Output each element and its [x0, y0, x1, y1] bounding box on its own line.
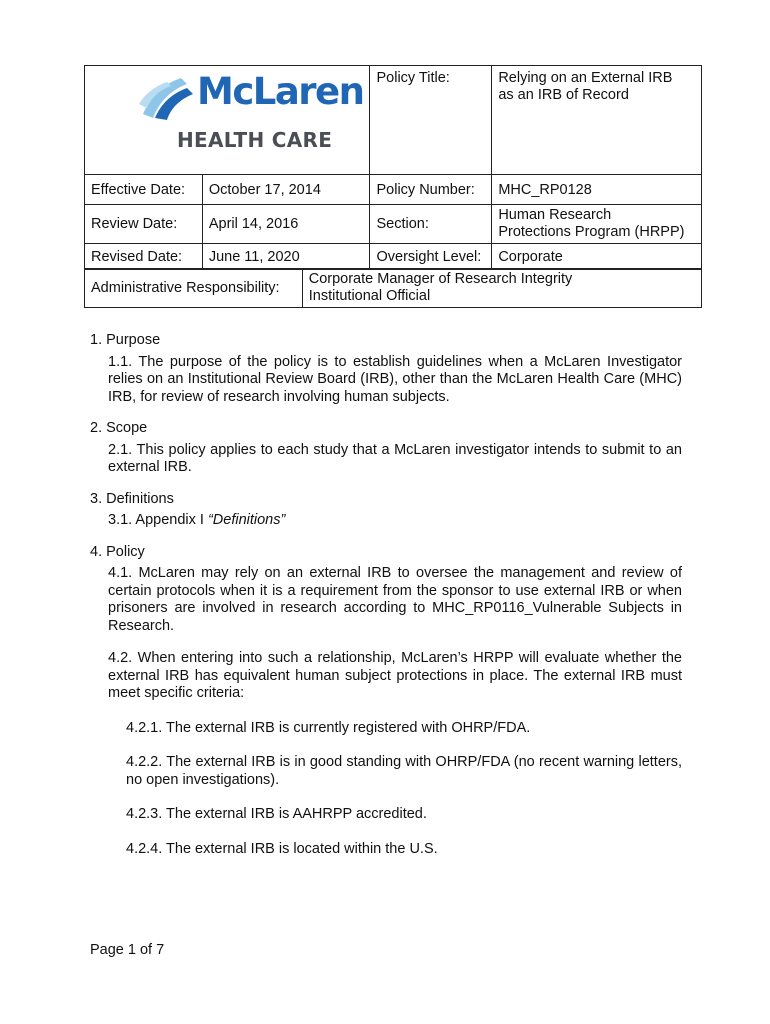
paragraph-4-2-4: [126, 841, 682, 859]
section-value: [492, 205, 702, 244]
paragraph-1-1: [108, 354, 682, 407]
section-line2: Protections Program (HRPP): [498, 224, 685, 240]
item-number: 4.2.1.: [126, 719, 163, 736]
page-number: Page 1 of 7: [90, 942, 165, 958]
item-number: 4.1.: [108, 565, 133, 581]
review-date-value: April 14, 2016: [202, 205, 370, 244]
paragraph-text: The external IRB is located within the U.S.: [162, 840, 438, 857]
section-line1: Human Research: [498, 207, 612, 223]
oversight-level-value: Corporate: [492, 244, 702, 270]
paragraph-text: The purpose of the policy is to establish guidelines when a McLaren Investigator relies on an Institutional Review Board (IRB), other than the McLaren Health Care (MHC) IRB, for review of research involving human subjects.: [108, 353, 682, 405]
section-heading-definitions: 3. Definitions: [90, 490, 174, 507]
item-number: 1.1.: [108, 353, 133, 370]
paragraph-4-1: [108, 565, 682, 635]
paragraph-4-2: [108, 650, 682, 703]
effective-date-label: Effective Date:: [85, 175, 203, 205]
policy-body: [90, 332, 682, 858]
effective-date-value: October 17, 2014: [202, 175, 370, 205]
oversight-level-label: Oversight Level:: [370, 244, 492, 270]
review-date-label: Review Date:: [85, 205, 203, 244]
policy-header-table: [84, 65, 702, 270]
paragraph-text: McLaren may rely on an external IRB to oversee the management and review of certain protocols when it is a requirement from the sponsor to use external IRB or when prisoners are involved in research according to MHC_RP0116_Vulnerable Subjects in Research.: [108, 565, 682, 634]
admin-responsibility-table: [84, 268, 702, 308]
logo-cell: [85, 66, 370, 175]
admin-responsibility-label: Administrative Responsibility:: [85, 269, 303, 308]
revised-date-label: Revised Date:: [85, 244, 203, 270]
policy-number-value: MHC_RP0128: [492, 175, 702, 205]
paragraph-3-1: [108, 512, 682, 530]
admin-line1: Corporate Manager of Research Integrity: [308, 271, 573, 287]
paragraph-2-1: [108, 442, 682, 477]
paragraph-text: The external IRB is in good standing with OHRP/FDA (no recent warning letters, no open investigations).: [126, 754, 682, 788]
mclaren-logo: [135, 70, 375, 162]
paragraph-text: When entering into such a relationship, McLaren’s HRPP will evaluate whether the external IRB has equivalent human subject protections in place. The external IRB must meet specific criteria:: [108, 650, 682, 701]
item-number: 4.2.3.: [126, 806, 163, 822]
paragraph-4-2-2: [126, 754, 682, 789]
definitions-reference: “Definitions”: [207, 512, 286, 528]
admin-responsibility-value: [302, 269, 701, 308]
policy-title-line1: Relying on an External IRB: [498, 70, 673, 86]
item-number: 3.1.: [108, 512, 133, 528]
paragraph-text: The external IRB is AAHRPP accredited.: [162, 806, 427, 822]
paragraph-4-2-1: [126, 720, 682, 738]
policy-title-line2: as an IRB of Record: [498, 87, 629, 103]
section-heading-scope: 2. Scope: [90, 420, 148, 436]
logo-brand-text: McLaren: [197, 70, 364, 113]
revised-date-value: June 11, 2020: [202, 244, 370, 270]
section-label: Section:: [370, 205, 492, 244]
item-number: 4.2.: [108, 650, 133, 666]
paragraph-text: Appendix I: [132, 512, 208, 528]
section-heading-purpose: 1. Purpose: [90, 332, 161, 348]
item-number: 4.2.2.: [126, 754, 163, 770]
policy-title-label: Policy Title:: [370, 66, 492, 175]
paragraph-4-2-3: [126, 806, 682, 824]
admin-line2: Institutional Official: [308, 288, 431, 304]
paragraph-text: The external IRB is currently registered with OHRP/FDA.: [162, 719, 531, 736]
mclaren-swoosh-icon: [137, 74, 201, 122]
item-number: 4.2.4.: [126, 840, 163, 857]
logo-subtitle: HEALTH CARE: [177, 128, 333, 152]
section-heading-policy: 4. Policy: [90, 543, 145, 560]
policy-title-value: [492, 66, 702, 175]
item-number: 2.1.: [108, 441, 133, 458]
paragraph-text: This policy applies to each study that a McLaren investigator intends to submit to an external IRB.: [108, 441, 682, 475]
policy-number-label: Policy Number:: [370, 175, 492, 205]
